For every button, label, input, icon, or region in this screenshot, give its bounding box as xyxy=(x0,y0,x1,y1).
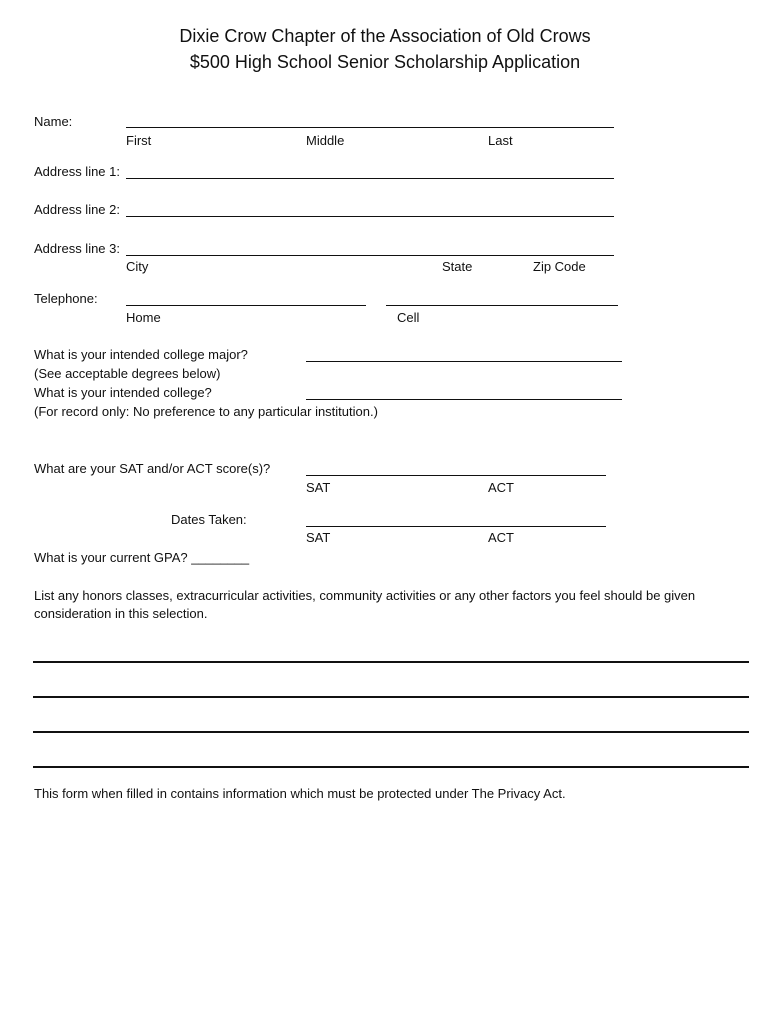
name-last-caption: Last xyxy=(488,133,513,148)
address-line1-field[interactable] xyxy=(126,178,614,179)
sat-date-caption: SAT xyxy=(306,530,331,545)
address-line1-label: Address line 1: xyxy=(34,164,120,179)
act-caption: ACT xyxy=(488,480,514,495)
honors-answer-line[interactable] xyxy=(33,696,749,698)
name-field-line[interactable] xyxy=(126,127,614,128)
city-caption: City xyxy=(126,259,149,274)
scores-field[interactable] xyxy=(306,475,606,476)
honors-answer-line[interactable] xyxy=(33,661,749,663)
zip-caption: Zip Code xyxy=(533,259,586,274)
address-line2-field[interactable] xyxy=(126,216,614,217)
address-line2-label: Address line 2: xyxy=(34,202,120,217)
honors-prompt-line1: List any honors classes, extracurricular activities, community activities or any other factors you feel should be given xyxy=(34,588,696,603)
dates-field[interactable] xyxy=(306,526,606,527)
sat-caption: SAT xyxy=(306,480,331,495)
name-first-caption: First xyxy=(126,133,152,148)
form-title-line2: $500 High School Senior Scholarship Application xyxy=(189,52,581,72)
scores-question: What are your SAT and/or ACT score(s)? xyxy=(34,461,271,476)
home-caption: Home xyxy=(126,310,161,325)
cell-phone-field[interactable] xyxy=(386,305,618,306)
home-phone-field[interactable] xyxy=(126,305,366,306)
college-question: What is your intended college? xyxy=(34,385,212,400)
form-title-line1: Dixie Crow Chapter of the Association of Old Crows xyxy=(179,26,591,46)
honors-prompt-line2: consideration in this selection. xyxy=(34,606,208,621)
honors-answer-line[interactable] xyxy=(33,766,749,768)
college-note: (For record only: No preference to any particular institution.) xyxy=(34,404,378,419)
college-field[interactable] xyxy=(306,399,622,400)
cell-caption: Cell xyxy=(397,310,420,325)
gpa-question: What is your current GPA? ________ xyxy=(34,550,250,565)
telephone-label: Telephone: xyxy=(34,291,98,306)
state-caption: State xyxy=(442,259,473,274)
dates-taken-label: Dates Taken: xyxy=(171,512,247,527)
name-label: Name: xyxy=(34,114,73,129)
address-line3-field[interactable] xyxy=(126,255,614,256)
major-field[interactable] xyxy=(306,361,622,362)
act-date-caption: ACT xyxy=(488,530,514,545)
name-middle-caption: Middle xyxy=(306,133,345,148)
major-question: What is your intended college major? xyxy=(34,347,248,362)
address-line3-label: Address line 3: xyxy=(34,241,120,256)
privacy-notice: This form when filled in contains information which must be protected under The Privacy Act. xyxy=(34,786,566,801)
major-note: (See acceptable degrees below) xyxy=(34,366,221,381)
honors-answer-line[interactable] xyxy=(33,731,749,733)
